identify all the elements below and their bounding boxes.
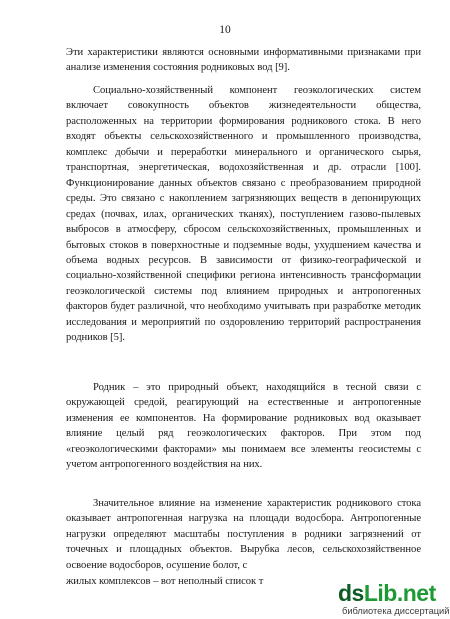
paragraph-2: Социально-хозяйственный компонент геоэкологических систем включает совокупность объектов жизнедеятельности общества, расположенных на территории формирования родникового стока. В него входят объекты сельскохозяйственного и промышленного производства, комплекс добычи и переработки минерального и органического сырья, транспортная, энергетическая, водохозяйственная и др. отрасли [100]. Функционирование данных объектов связано с преобразованием природной среды. Это связано с накоплением загрязняющих веществ в депонирующих средах (почвах, илах, органических тканях), поступлением газово-пылевых выбросов в атмосферу, сбросом сельскохозяйственных, промышленных и бытовых стоков в поверхностные и подземные воды, ухудшением качества и объема водных ресурсов. В зависимости от физико-географической и социально-хозяйственной специфики региона интенсивность трансформации геоэкологической системы под влиянием природных и антропогенных факторов будет различной, что необходимо учитывать при разработке методик исследования и мероприятий по оздоровлению территорий распространения родников [5]. [66, 85, 421, 344]
watermark-brand-light: Lib.net [363, 580, 436, 606]
watermark-logo [338, 580, 436, 607]
dslib-watermark[interactable] [336, 580, 450, 619]
paragraph-1: Эти характеристики являются основными информативными признаками при анализе изменения состояния родниковых вод [9]. [66, 47, 421, 74]
paragraph-4: Значительное влияние на изменение характеристик родникового стока оказывает антропогенная нагрузка на площади водосбора. Антропогенные нагрузки определяют масштабы поступления в родники загрязнений от точечных и площадных объектов. Вырубка лесов, сельскохозяйственное освоение водосборов, осушение болот, с [66, 498, 421, 571]
watermark-brand-dark: ds [338, 580, 364, 606]
paragraph-5-fragment: жилых комплексов – вот неполный список т [66, 576, 264, 587]
page-number: 10 [219, 24, 231, 36]
watermark-tagline: библиотека диссертаций [342, 606, 450, 616]
paragraph-3: Родник – это природный объект, находящийся в тесной связи с окружающей средой, реагирующий на естественные и антропогенные изменения ее компонентов. На формирование родниковых вод оказывает влияние целый ряд геоэкологических факторов. При этом под «геоэкологическими факторами» мы понимаем все элементы геосистемы с учетом антропогенного воздействия на них. [66, 382, 421, 471]
